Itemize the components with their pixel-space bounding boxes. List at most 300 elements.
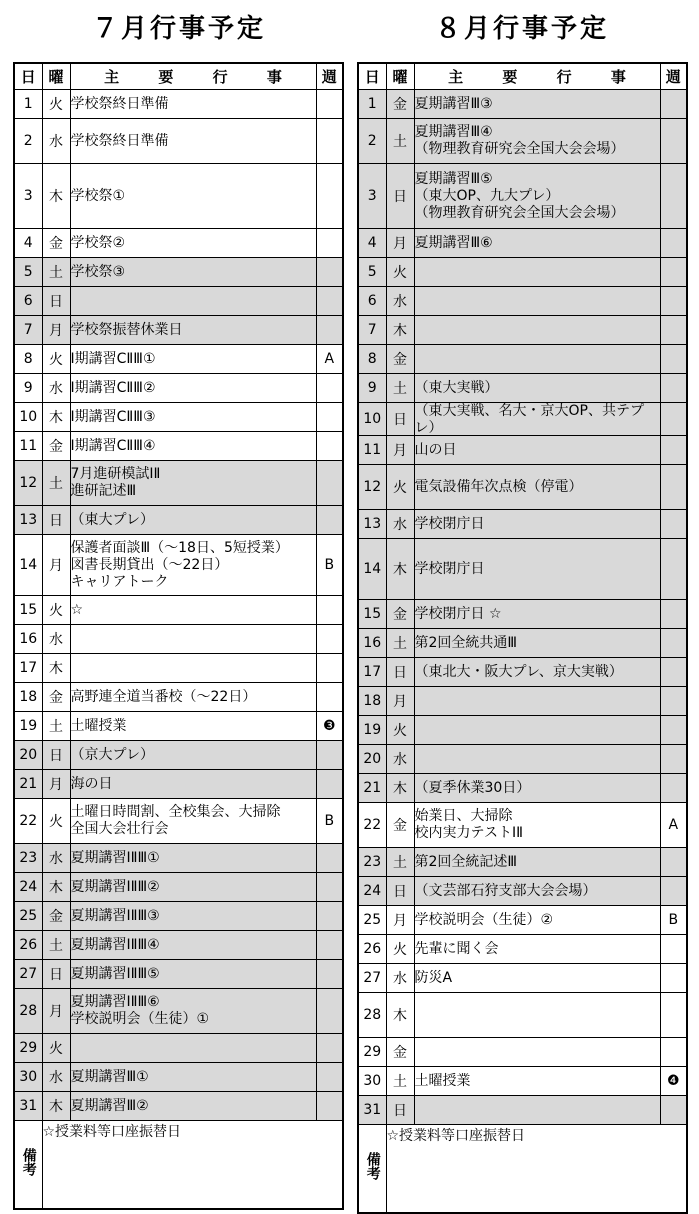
weekday-cell: 木: [42, 654, 70, 683]
week-cell: [660, 229, 687, 258]
day-cell: 5: [14, 258, 42, 287]
event-line: 夏期講習Ⅲ②: [70, 1097, 149, 1114]
event-line: 夏期講習ⅠⅡⅢ②: [70, 878, 160, 895]
day-cell: 8: [358, 345, 386, 374]
events-cell: [414, 229, 660, 258]
events-cell: [70, 535, 316, 596]
header-events: [70, 63, 316, 90]
weekday-cell: 日: [386, 164, 414, 229]
event-line: 始業日、大掃除: [414, 808, 513, 824]
events-cell: [414, 964, 660, 993]
day-cell: 11: [358, 436, 386, 465]
table-row: [358, 658, 687, 687]
weekday-cell: 土: [42, 258, 70, 287]
table-row: [14, 989, 343, 1034]
events-cell: [70, 712, 316, 741]
day-cell: 25: [14, 902, 42, 931]
weekday-cell: 火: [42, 799, 70, 844]
week-cell: [660, 539, 687, 600]
week-cell: ❸: [316, 712, 343, 741]
week-cell: [660, 877, 687, 906]
header-day: 日: [358, 63, 386, 90]
weekday-cell: 月: [386, 687, 414, 716]
table-row: [14, 287, 343, 316]
events-cell: [414, 716, 660, 745]
events-cell: [414, 316, 660, 345]
day-cell: 17: [14, 654, 42, 683]
events-cell: [70, 654, 316, 683]
weekday-cell: 木: [42, 1092, 70, 1121]
day-cell: 1: [358, 90, 386, 119]
week-cell: [316, 1034, 343, 1063]
events-cell: [70, 461, 316, 506]
event-line: Ⅰ期講習CⅡⅢ③: [70, 408, 156, 425]
day-cell: 16: [358, 629, 386, 658]
event-line: 第2回全統共通Ⅲ: [414, 634, 518, 651]
day-cell: 10: [14, 403, 42, 432]
weekday-cell: 日: [42, 960, 70, 989]
events-cell: [414, 90, 660, 119]
event-line: （東大プレ）: [70, 511, 154, 528]
day-cell: 9: [358, 374, 386, 403]
table-row: [14, 844, 343, 873]
table-row: [358, 629, 687, 658]
day-cell: 6: [14, 287, 42, 316]
table-row: [358, 539, 687, 600]
july-schedule-table: [13, 62, 344, 1210]
event-line: 保護者面談Ⅲ（～18日、5短授業）: [70, 539, 289, 556]
header-week: 週: [316, 63, 343, 90]
notes-label-text: 備考: [20, 1147, 37, 1176]
day-cell: 24: [14, 873, 42, 902]
event-line: （東大実戦）: [414, 379, 499, 396]
table-row: [358, 90, 687, 119]
table-row: [14, 960, 343, 989]
day-cell: 4: [358, 229, 386, 258]
weekday-cell: 金: [386, 90, 414, 119]
day-cell: 29: [358, 1038, 386, 1067]
event-line: （文芸部石狩支部大会会場）: [414, 882, 597, 899]
event-line: 夏期講習ⅠⅡⅢ⑥: [70, 994, 160, 1010]
week-cell: [660, 510, 687, 539]
events-cell: [70, 403, 316, 432]
header-week: 週: [660, 63, 687, 90]
events-cell: [414, 539, 660, 600]
event-line: （夏季休業30日）: [414, 779, 531, 796]
event-line: 夏期講習Ⅲ⑤: [414, 170, 493, 187]
day-cell: 28: [14, 989, 42, 1034]
day-cell: 22: [358, 803, 386, 848]
weekday-cell: 土: [386, 848, 414, 877]
day-cell: 14: [358, 539, 386, 600]
table-row: [14, 799, 343, 844]
week-cell: [316, 902, 343, 931]
day-cell: 10: [358, 403, 386, 436]
events-cell: [70, 770, 316, 799]
event-line: 校内実力テストⅠⅡ: [414, 825, 523, 841]
day-cell: 27: [14, 960, 42, 989]
table-row: [358, 1038, 687, 1067]
weekday-cell: 月: [42, 535, 70, 596]
table-row: [14, 90, 343, 119]
weekday-cell: 金: [42, 902, 70, 931]
day-cell: 2: [358, 119, 386, 164]
table-row: [358, 964, 687, 993]
events-cell: [414, 600, 660, 629]
weekday-cell: 木: [386, 316, 414, 345]
events-cell: [70, 506, 316, 535]
weekday-cell: 日: [386, 403, 414, 436]
day-cell: 20: [358, 745, 386, 774]
week-cell: [660, 1096, 687, 1125]
table-row: [358, 687, 687, 716]
header-events: [414, 63, 660, 90]
day-cell: 9: [14, 374, 42, 403]
event-line: Ⅰ期講習CⅡⅢ②: [70, 379, 156, 396]
day-cell: 15: [14, 596, 42, 625]
event-line: 学校説明会（生徒）①: [70, 1011, 210, 1027]
event-line: 第2回全統記述Ⅲ: [414, 853, 518, 870]
events-cell: [70, 345, 316, 374]
weekday-cell: 木: [42, 873, 70, 902]
day-cell: 18: [14, 683, 42, 712]
events-cell: [414, 993, 660, 1038]
weekday-cell: 金: [386, 803, 414, 848]
event-line: キャリアトーク: [70, 573, 169, 590]
event-line: 7月進研模試ⅠⅡ: [70, 466, 161, 482]
header-events-char: 事: [266, 68, 282, 86]
day-cell: 26: [358, 935, 386, 964]
events-cell: [414, 1038, 660, 1067]
table-row: [14, 119, 343, 164]
week-cell: [316, 683, 343, 712]
header-events-char: 行: [556, 68, 572, 86]
weekday-cell: 月: [386, 906, 414, 935]
week-cell: [316, 989, 343, 1034]
week-cell: [316, 654, 343, 683]
week-cell: [660, 600, 687, 629]
table-row: [358, 164, 687, 229]
day-cell: 18: [358, 687, 386, 716]
day-cell: 27: [358, 964, 386, 993]
event-line: 先輩に聞く会: [414, 940, 499, 957]
table-row: [14, 506, 343, 535]
event-line: 学校祭振替休業日: [70, 321, 183, 338]
day-cell: 12: [14, 461, 42, 506]
event-line: （京大プレ）: [70, 746, 154, 763]
events-cell: [414, 345, 660, 374]
events-cell: [414, 629, 660, 658]
events-cell: [70, 799, 316, 844]
events-cell: [414, 906, 660, 935]
table-row: [14, 535, 343, 596]
weekday-cell: 日: [42, 287, 70, 316]
week-cell: B: [660, 906, 687, 935]
event-line: 夏期講習Ⅲ④: [414, 124, 493, 140]
table-row: [14, 432, 343, 461]
header-weekday: 曜: [42, 63, 70, 90]
week-cell: [660, 164, 687, 229]
week-cell: ❹: [660, 1067, 687, 1096]
table-row: [14, 712, 343, 741]
day-cell: 23: [14, 844, 42, 873]
week-cell: [316, 461, 343, 506]
table-row: [358, 1096, 687, 1125]
event-line: 山の日: [414, 441, 457, 458]
events-cell: [70, 374, 316, 403]
day-cell: 21: [14, 770, 42, 799]
events-cell: [70, 873, 316, 902]
events-cell: [414, 745, 660, 774]
table-row: [358, 1067, 687, 1096]
weekday-cell: 土: [386, 374, 414, 403]
events-cell: [70, 625, 316, 654]
event-line: 土曜授業: [70, 717, 127, 734]
header-events-char: 主: [448, 68, 464, 86]
table-row: [14, 229, 343, 258]
table-row: [14, 316, 343, 345]
week-cell: [316, 873, 343, 902]
header-events-char: 要: [158, 68, 174, 86]
weekday-cell: 月: [42, 770, 70, 799]
day-cell: 30: [14, 1063, 42, 1092]
day-cell: 11: [14, 432, 42, 461]
weekday-cell: 土: [42, 931, 70, 960]
weekday-cell: 金: [386, 600, 414, 629]
table-row: [358, 374, 687, 403]
table-row: [14, 164, 343, 229]
events-cell: [70, 960, 316, 989]
table-row: [358, 119, 687, 164]
event-line: 電気設備年次点検（停電）: [414, 478, 583, 495]
event-line: 学校祭①: [70, 187, 126, 204]
weekday-cell: 木: [386, 539, 414, 600]
table-row: [358, 600, 687, 629]
week-cell: [660, 658, 687, 687]
event-line: 学校閉庁日 ☆: [414, 605, 502, 622]
event-line: 進研記述Ⅲ: [70, 483, 137, 499]
table-row: [14, 403, 343, 432]
day-cell: 28: [358, 993, 386, 1038]
events-cell: [414, 258, 660, 287]
weekday-cell: 木: [42, 403, 70, 432]
week-cell: [316, 625, 343, 654]
events-cell: [70, 164, 316, 229]
weekday-cell: 土: [42, 712, 70, 741]
week-cell: A: [316, 345, 343, 374]
week-cell: [316, 960, 343, 989]
events-cell: [414, 848, 660, 877]
week-cell: [316, 506, 343, 535]
table-row: [358, 316, 687, 345]
header-events-char: 事: [610, 68, 626, 86]
day-cell: 3: [14, 164, 42, 229]
events-cell: [414, 1096, 660, 1125]
day-cell: 16: [14, 625, 42, 654]
table-row: [14, 1092, 343, 1121]
day-cell: 31: [358, 1096, 386, 1125]
events-cell: [414, 436, 660, 465]
events-cell: [70, 90, 316, 119]
table-row: [14, 596, 343, 625]
august-schedule-table: [357, 62, 688, 1214]
table-row: [358, 403, 687, 436]
events-cell: [414, 164, 660, 229]
table-row: [358, 229, 687, 258]
table-row: [14, 770, 343, 799]
table-row: [358, 803, 687, 848]
table-row: [358, 745, 687, 774]
events-cell: [70, 1092, 316, 1121]
weekday-cell: 土: [386, 629, 414, 658]
table-row: [14, 741, 343, 770]
day-cell: 5: [358, 258, 386, 287]
week-cell: [316, 164, 343, 229]
events-cell: [70, 596, 316, 625]
day-cell: 14: [14, 535, 42, 596]
table-row: [358, 436, 687, 465]
events-cell: [70, 931, 316, 960]
week-cell: [316, 229, 343, 258]
events-cell: [414, 510, 660, 539]
event-line: 夏期講習Ⅲ③: [414, 95, 493, 112]
table-row: [14, 1034, 343, 1063]
event-line: （物理教育研究会全国大会会場）: [414, 141, 625, 157]
notes-text: ☆授業料等口座振替日: [386, 1125, 687, 1214]
day-cell: 21: [358, 774, 386, 803]
table-row: [14, 683, 343, 712]
event-line: 学校祭②: [70, 234, 126, 251]
weekday-cell: 金: [42, 432, 70, 461]
event-line: 全国大会壮行会: [70, 821, 169, 837]
day-cell: 2: [14, 119, 42, 164]
weekday-cell: 火: [386, 258, 414, 287]
week-cell: [660, 993, 687, 1038]
weekday-cell: 日: [386, 658, 414, 687]
weekday-cell: 月: [386, 436, 414, 465]
events-cell: [70, 741, 316, 770]
day-cell: 30: [358, 1067, 386, 1096]
events-cell: [414, 687, 660, 716]
event-line: 学校祭終日準備: [70, 95, 169, 112]
week-cell: B: [316, 535, 343, 596]
header-day: 日: [14, 63, 42, 90]
events-cell: [414, 774, 660, 803]
notes-label: [358, 1125, 386, 1214]
day-cell: 4: [14, 229, 42, 258]
week-cell: B: [316, 799, 343, 844]
table-row: [358, 877, 687, 906]
day-cell: 19: [14, 712, 42, 741]
weekday-cell: 火: [386, 935, 414, 964]
table-header-row: [14, 63, 343, 90]
week-cell: [316, 90, 343, 119]
notes-row: [358, 1125, 687, 1214]
week-cell: [316, 844, 343, 873]
events-cell: [414, 403, 660, 436]
weekday-cell: 火: [386, 465, 414, 510]
day-cell: 24: [358, 877, 386, 906]
week-cell: [660, 716, 687, 745]
weekday-cell: 金: [386, 1038, 414, 1067]
weekday-cell: 水: [42, 1063, 70, 1092]
weekday-cell: 火: [42, 345, 70, 374]
event-line: 図書長期貸出（～22日）: [70, 556, 229, 573]
events-cell: [70, 287, 316, 316]
weekday-cell: 日: [386, 1096, 414, 1125]
table-row: [14, 1063, 343, 1092]
day-cell: 13: [358, 510, 386, 539]
notes-text: ☆授業料等口座振替日: [42, 1121, 343, 1210]
week-cell: [660, 287, 687, 316]
weekday-cell: 金: [386, 345, 414, 374]
header-events-char: 主: [104, 68, 120, 86]
events-cell: [414, 935, 660, 964]
events-cell: [70, 844, 316, 873]
event-line: 夏期講習ⅠⅡⅢ③: [70, 907, 160, 924]
week-cell: A: [660, 803, 687, 848]
week-cell: [660, 687, 687, 716]
weekday-cell: 月: [42, 989, 70, 1034]
table-row: [14, 931, 343, 960]
weekday-cell: 日: [42, 506, 70, 535]
day-cell: 8: [14, 345, 42, 374]
event-line: （東大OP、九大プレ）: [414, 187, 560, 204]
event-line: 夏期講習ⅠⅡⅢ①: [70, 849, 160, 866]
day-cell: 7: [358, 316, 386, 345]
weekday-cell: 水: [42, 625, 70, 654]
events-cell: [414, 658, 660, 687]
table-row: [358, 465, 687, 510]
table-row: [358, 287, 687, 316]
table-row: [358, 935, 687, 964]
week-cell: [316, 1092, 343, 1121]
event-line: （東大実戦、名大・京大OP、共テプレ）: [414, 403, 644, 435]
events-cell: [70, 119, 316, 164]
table-row: [358, 258, 687, 287]
day-cell: 17: [358, 658, 386, 687]
week-cell: [660, 90, 687, 119]
events-cell: [414, 877, 660, 906]
week-cell: [660, 964, 687, 993]
event-line: 学校祭③: [70, 263, 126, 280]
events-cell: [70, 258, 316, 287]
weekday-cell: 水: [386, 287, 414, 316]
table-row: [14, 345, 343, 374]
header-weekday: 曜: [386, 63, 414, 90]
day-cell: 19: [358, 716, 386, 745]
events-cell: [70, 1034, 316, 1063]
event-line: Ⅰ期講習CⅡⅢ④: [70, 437, 156, 454]
week-cell: [316, 403, 343, 432]
week-cell: [316, 287, 343, 316]
weekday-cell: 木: [42, 164, 70, 229]
weekday-cell: 金: [42, 229, 70, 258]
day-cell: 25: [358, 906, 386, 935]
event-line: 学校説明会（生徒）②: [414, 911, 554, 928]
day-cell: 13: [14, 506, 42, 535]
week-cell: [660, 403, 687, 436]
weekday-cell: 土: [386, 1067, 414, 1096]
events-cell: [414, 465, 660, 510]
event-line: 土曜授業: [414, 1072, 471, 1089]
week-cell: [316, 931, 343, 960]
table-row: [14, 625, 343, 654]
week-cell: [660, 345, 687, 374]
event-line: ☆: [70, 601, 84, 618]
weekday-cell: 水: [42, 844, 70, 873]
weekday-cell: 火: [42, 90, 70, 119]
